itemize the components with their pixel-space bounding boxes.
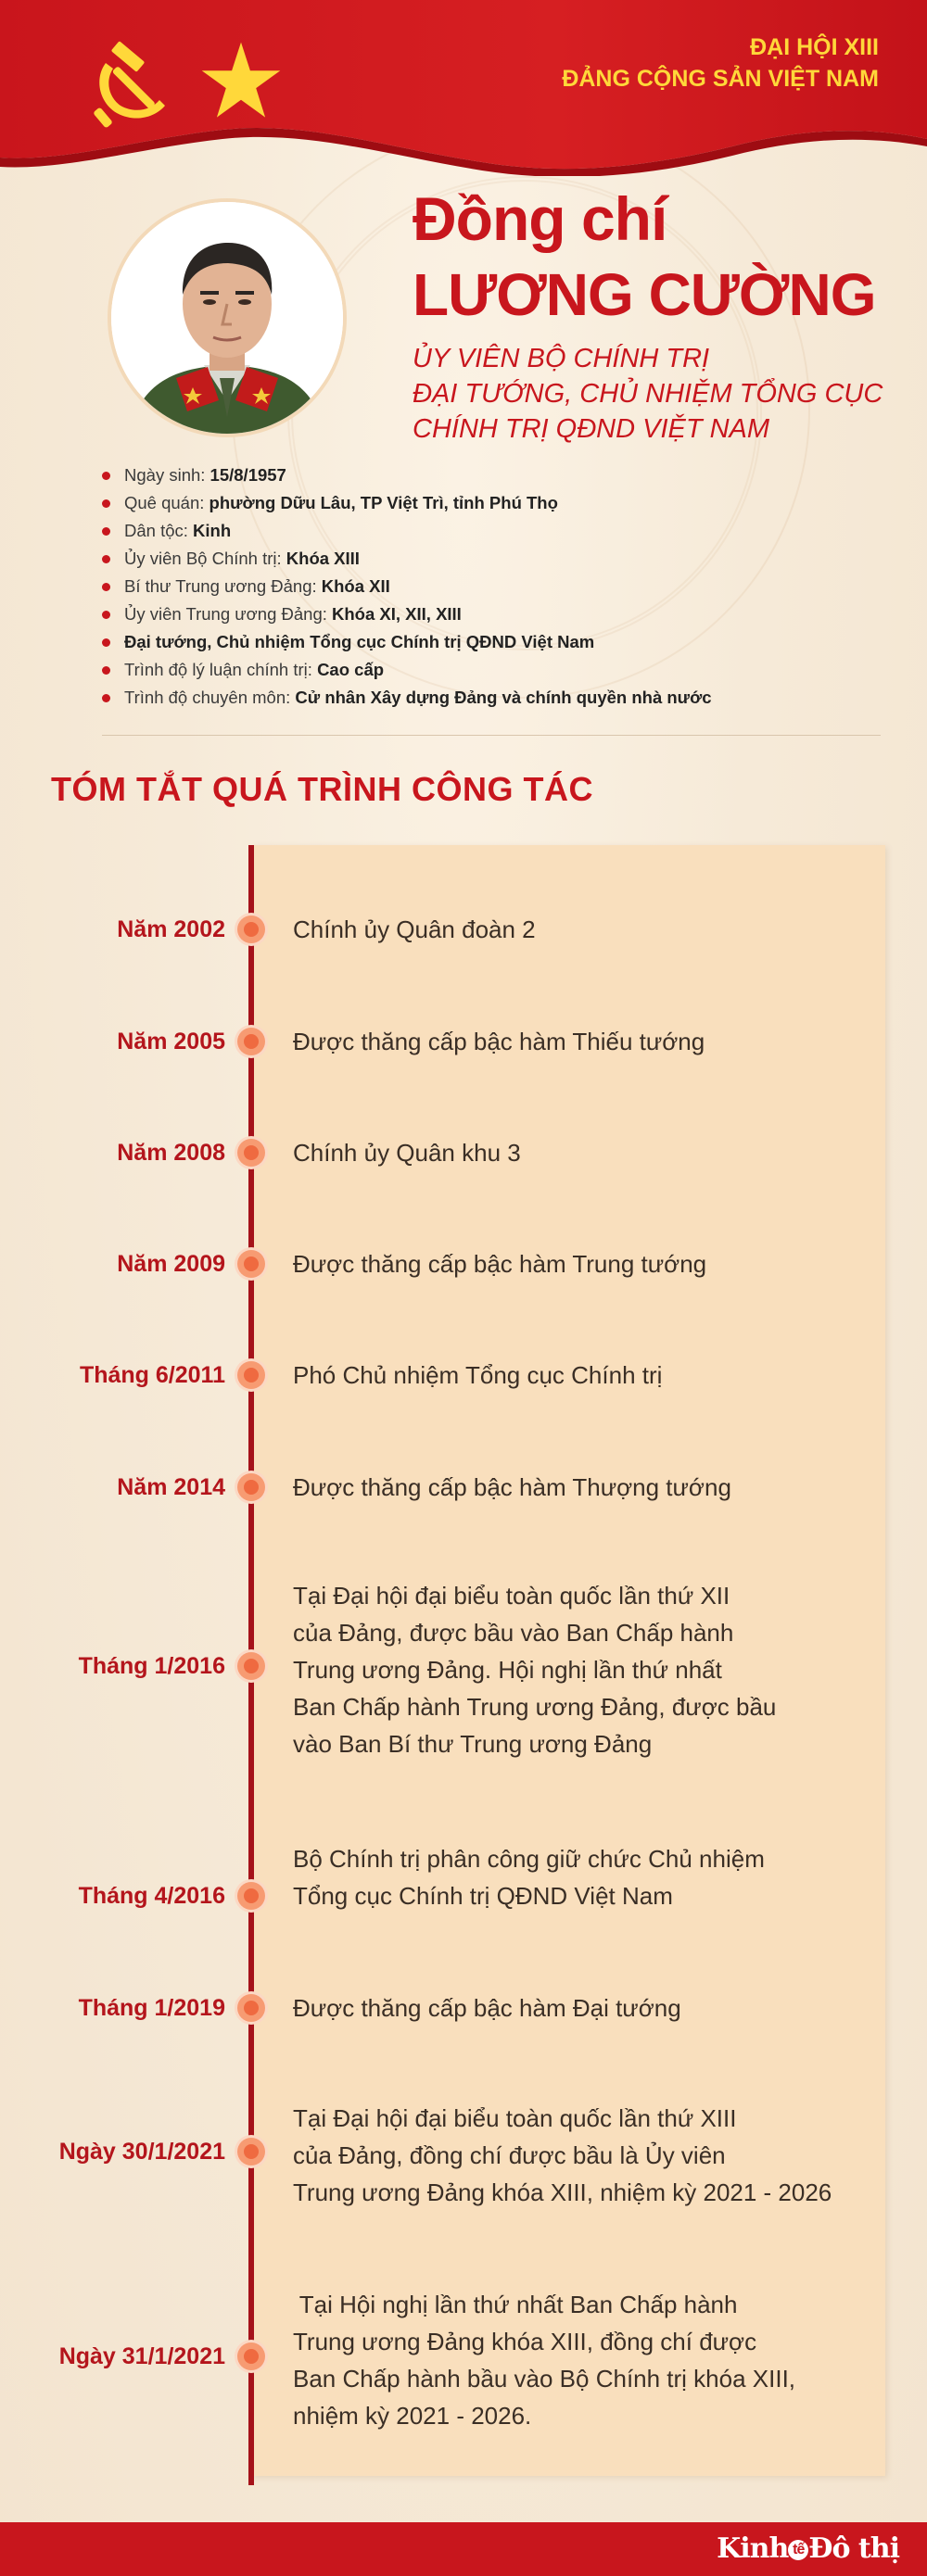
timeline-text-line: Tại Đại hội đại biểu toàn quốc lần thứ XIII: [293, 2104, 737, 2132]
bullet-icon: [102, 666, 110, 675]
timeline-date: Năm 2002: [117, 916, 225, 942]
fact-label: Quê quán:: [124, 493, 210, 512]
timeline-text-line: Phó Chủ nhiệm Tổng cục Chính trị: [293, 1361, 663, 1389]
timeline-node-icon: [237, 915, 265, 943]
fact-label: Bí thư Trung ương Đảng:: [124, 576, 322, 596]
timeline-node-icon: [237, 2138, 265, 2166]
timeline-text-line: Trung ương Đảng khóa XIII, đồng chí được: [293, 2328, 757, 2355]
timeline-text-line: Ban Chấp hành bầu vào Bộ Chính trị khóa XIII,: [293, 2365, 796, 2393]
portrait-illustration: [111, 202, 343, 434]
timeline-node-icon: [237, 1473, 265, 1501]
timeline-text-line: Tại Hội nghị lần thứ nhất Ban Chấp hành: [293, 2291, 738, 2318]
portrait-photo: [111, 202, 343, 434]
congress-title: [471, 32, 879, 95]
timeline-text: [293, 2100, 849, 2211]
fact-position: [102, 628, 881, 656]
fact-secretariat: [102, 573, 881, 600]
fact-label: Ủy viên Trung ương Đảng:: [124, 604, 333, 624]
timeline-text: [293, 1469, 849, 1506]
bullet-icon: [102, 611, 110, 619]
fact-value: Khóa XI, XII, XIII: [332, 604, 462, 624]
timeline-text-line: Tại Đại hội đại biểu toàn quốc lần thứ XII: [293, 1582, 730, 1610]
timeline-text-line: Tổng cục Chính trị QĐND Việt Nam: [293, 1882, 673, 1910]
timeline-node-icon: [237, 1028, 265, 1055]
timeline-node-icon: [237, 2342, 265, 2370]
timeline-text-line: Trung ương Đảng. Hội nghị lần thứ nhất: [293, 1656, 722, 1684]
fact-political-theory: [102, 656, 881, 684]
timeline-text: [293, 1134, 849, 1171]
timeline-node-icon: [237, 1652, 265, 1680]
timeline-text-line: vào Ban Bí thư Trung ương Đảng: [293, 1730, 653, 1758]
timeline-title: TÓM TẮT QUÁ TRÌNH CÔNG TÁC: [51, 770, 593, 808]
bullet-icon: [102, 499, 110, 508]
congress-title-line1: ĐẠI HỘI XIII: [750, 34, 879, 60]
fact-politburo: [102, 545, 881, 573]
star-icon: [199, 39, 283, 122]
brand-logo-mark: tế: [788, 2540, 808, 2560]
timeline-text: [293, 911, 849, 948]
timeline-text: [293, 1840, 849, 1914]
bullet-icon: [102, 694, 110, 702]
timeline-text-line: Được thăng cấp bậc hàm Thiếu tướng: [293, 1028, 705, 1055]
footer-bar: [0, 2522, 927, 2576]
timeline-text-line: Trung ương Đảng khóa XIII, nhiệm kỳ 2021 - 2026: [293, 2178, 832, 2206]
role-line: CHÍNH TRỊ QĐND VIỆT NAM: [413, 414, 770, 444]
timeline-date: Năm 2014: [117, 1474, 225, 1500]
fact-label: Dân tộc:: [124, 521, 194, 540]
timeline-date: Tháng 4/2016: [78, 1883, 225, 1909]
bullet-icon: [102, 555, 110, 563]
role-line: ỦY VIÊN BỘ CHÍNH TRỊ: [413, 344, 710, 373]
brand-logo: [717, 2532, 899, 2567]
timeline-date: Năm 2008: [117, 1140, 225, 1166]
fact-hometown: [102, 489, 881, 517]
congress-title-line2: ĐẢNG CỘNG SẢN VIỆT NAM: [562, 66, 879, 92]
fact-value: Khóa XII: [321, 576, 390, 596]
timeline-text: [293, 2286, 849, 2434]
timeline-node-icon: [237, 1139, 265, 1167]
brand-logo-left: Kinh: [717, 2532, 789, 2565]
timeline-text-line: Được thăng cấp bậc hàm Thượng tướng: [293, 1473, 731, 1501]
fact-central-committee: [102, 600, 881, 628]
fact-value: 15/8/1957: [210, 465, 286, 485]
timeline-text-line: Được thăng cấp bậc hàm Trung tướng: [293, 1250, 707, 1278]
bullet-icon: [102, 527, 110, 536]
timeline-date: Ngày 30/1/2021: [58, 2139, 225, 2165]
fact-education: [102, 684, 881, 712]
person-roles: [413, 341, 883, 447]
timeline-date: Năm 2009: [117, 1251, 225, 1277]
honorific: Đồng chí: [413, 184, 667, 253]
timeline-text-line: Chính ủy Quân khu 3: [293, 1139, 521, 1167]
facts-list: [102, 461, 881, 712]
timeline-text: [293, 1023, 849, 1060]
role-line: ĐẠI TƯỚNG, CHỦ NHIỆM TỔNG CỤC: [413, 379, 883, 409]
timeline-node-icon: [237, 1994, 265, 2022]
fact-value: Cử nhân Xây dựng Đảng và chính quyền nhà nước: [295, 688, 712, 707]
fact-label: Đại tướng, Chủ nhiệm Tổng cục Chính trị QĐND Việt Nam: [124, 632, 595, 651]
brand-logo-right: Đô thị: [808, 2532, 899, 2565]
timeline-text: [293, 1989, 849, 2027]
fact-label: Trình độ lý luận chính trị:: [124, 660, 318, 679]
timeline-text-line: nhiệm kỳ 2021 - 2026.: [293, 2402, 532, 2430]
fact-value: phường Dữu Lâu, TP Việt Trì, tỉnh Phú Thọ: [209, 493, 558, 512]
timeline-date: Ngày 31/1/2021: [58, 2343, 225, 2369]
fact-value: Kinh: [193, 521, 232, 540]
fact-birthdate: [102, 461, 881, 489]
header-banner: [0, 0, 927, 176]
fact-ethnicity: [102, 517, 881, 545]
fact-label: Ngày sinh:: [124, 465, 210, 485]
timeline-text-line: của Đảng, đồng chí được bầu là Ủy viên: [293, 2141, 726, 2169]
fact-label: Trình độ chuyên môn:: [124, 688, 296, 707]
timeline-text: [293, 1577, 849, 1762]
timeline-date: Tháng 1/2019: [78, 1995, 225, 2021]
timeline-node-icon: [237, 1250, 265, 1278]
bullet-icon: [102, 638, 110, 647]
timeline-text-line: Bộ Chính trị phân công giữ chức Chủ nhiệm: [293, 1845, 765, 1873]
bullet-icon: [102, 472, 110, 480]
fact-value: Cao cấp: [317, 660, 385, 679]
timeline-date: Tháng 6/2011: [79, 1362, 225, 1388]
timeline-text-line: Được thăng cấp bậc hàm Đại tướng: [293, 1994, 681, 2022]
timeline-text-line: Chính ủy Quân đoàn 2: [293, 915, 536, 943]
bullet-icon: [102, 583, 110, 591]
timeline-date: Tháng 1/2016: [78, 1653, 225, 1679]
timeline-text: [293, 1245, 849, 1282]
person-name: LƯƠNG CƯỜNG: [413, 261, 876, 328]
timeline-date: Năm 2005: [117, 1029, 225, 1054]
timeline-text-line: Ban Chấp hành Trung ương Đảng, được bầu: [293, 1693, 777, 1721]
timeline-text-line: của Đảng, được bầu vào Ban Chấp hành: [293, 1619, 734, 1647]
fact-value: Khóa XIII: [286, 549, 360, 568]
timeline-node-icon: [237, 1361, 265, 1389]
timeline-text: [293, 1357, 849, 1394]
fact-label: Ủy viên Bộ Chính trị:: [124, 549, 286, 568]
section-divider: [102, 735, 881, 736]
timeline-node-icon: [237, 1882, 265, 1910]
